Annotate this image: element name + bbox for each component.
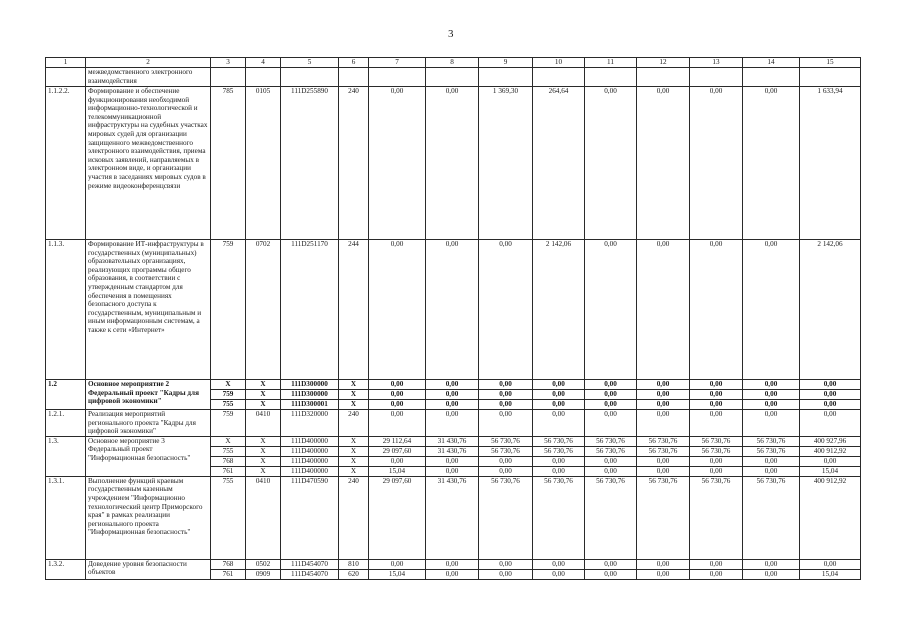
- cell-section: X: [246, 466, 281, 476]
- row-name: межведомственного электронного взаимодействия: [86, 68, 211, 87]
- cell-value: 0,00: [479, 410, 533, 437]
- cell-section: X: [246, 456, 281, 466]
- cell-expense-type: X: [339, 466, 369, 476]
- table-row: [46, 240, 861, 380]
- cell-value: 0,00: [637, 390, 690, 400]
- row-name: Формирование ИТ-инфраструктуры в государственных (муниципальных) образовательных организациях, реализующих программы общего образования, в соответствии с утвержденным стандартом для обеспечения в помещениях безопасного доступа к государственным, муниципальным и иным информационным системам, а также к сети «Интернет»: [86, 240, 211, 380]
- header-cell: 15: [800, 58, 861, 68]
- cell-value: 0,00: [369, 390, 426, 400]
- cell-target: 111D300000: [281, 380, 339, 390]
- cell-value: 15,04: [369, 466, 426, 476]
- cell-section: X: [246, 380, 281, 390]
- cell-grbs: 761: [211, 569, 246, 579]
- cell-grbs: 759: [211, 410, 246, 437]
- cell-value: [800, 68, 861, 87]
- cell-value: 56 730,76: [533, 446, 585, 456]
- cell-value: 0,00: [637, 569, 690, 579]
- cell-value: 0,00: [743, 400, 800, 410]
- cell-value: 0,00: [800, 559, 861, 569]
- cell-value: 0,00: [585, 380, 637, 390]
- header-cell: 4: [246, 58, 281, 68]
- table-row: [46, 476, 861, 559]
- cell-value: 0,00: [585, 410, 637, 437]
- cell-value: 0,00: [533, 380, 585, 390]
- cell-grbs: 755: [211, 400, 246, 410]
- cell-target: [281, 68, 339, 87]
- cell-value: 0,00: [800, 400, 861, 410]
- header-cell: 12: [637, 58, 690, 68]
- budget-table: [45, 57, 861, 580]
- cell-value: 31 430,76: [426, 446, 479, 456]
- cell-target: 111D454070: [281, 559, 339, 569]
- cell-value: 0,00: [426, 87, 479, 240]
- table-row: [46, 410, 861, 437]
- cell-value: 56 730,76: [743, 446, 800, 456]
- cell-value: 2 142,06: [800, 240, 861, 380]
- header-cell: 10: [533, 58, 585, 68]
- cell-expense-type: 810: [339, 559, 369, 569]
- cell-target: 111D300001: [281, 400, 339, 410]
- cell-value: 0,00: [369, 410, 426, 437]
- header-cell: 8: [426, 58, 479, 68]
- cell-value: 0,00: [743, 456, 800, 466]
- cell-target: 111D400000: [281, 436, 339, 446]
- cell-value: 0,00: [479, 390, 533, 400]
- cell-value: 0,00: [533, 456, 585, 466]
- cell-value: 0,00: [690, 240, 743, 380]
- cell-target: 111D470590: [281, 476, 339, 559]
- header-cell: 2: [86, 58, 211, 68]
- cell-value: 56 730,76: [690, 476, 743, 559]
- cell-section: X: [246, 436, 281, 446]
- row-name: Выполнение функций краевым государственным казенным учреждением "Информационно технологический центр Приморского края" в рамках реализации регионального проекта "Информационная безопасность": [86, 476, 211, 559]
- cell-value: 0,00: [690, 410, 743, 437]
- cell-value: 0,00: [743, 559, 800, 569]
- header-cell: 6: [339, 58, 369, 68]
- cell-target: 111D300000: [281, 390, 339, 400]
- cell-target: 111D251170: [281, 240, 339, 380]
- cell-value: 0,00: [690, 87, 743, 240]
- cell-value: 0,00: [637, 87, 690, 240]
- table-row: [46, 68, 861, 87]
- cell-value: 0,00: [743, 390, 800, 400]
- cell-value: 56 730,76: [585, 476, 637, 559]
- cell-value: 0,00: [426, 410, 479, 437]
- row-index: 1.2.1.: [46, 410, 86, 437]
- cell-grbs: [211, 68, 246, 87]
- cell-value: 0,00: [637, 466, 690, 476]
- cell-value: 0,00: [637, 456, 690, 466]
- header-cell: 7: [369, 58, 426, 68]
- cell-grbs: X: [211, 436, 246, 446]
- cell-value: [533, 68, 585, 87]
- cell-section: 0410: [246, 410, 281, 437]
- cell-value: 0,00: [426, 569, 479, 579]
- cell-value: 1 369,30: [479, 87, 533, 240]
- cell-grbs: 755: [211, 476, 246, 559]
- cell-expense-type: X: [339, 446, 369, 456]
- cell-section: 0410: [246, 476, 281, 559]
- cell-value: 0,00: [743, 569, 800, 579]
- cell-value: 31 430,76: [426, 436, 479, 446]
- cell-expense-type: 240: [339, 87, 369, 240]
- cell-value: [426, 68, 479, 87]
- cell-grbs: 759: [211, 390, 246, 400]
- row-index: [46, 68, 86, 87]
- cell-value: 0,00: [800, 410, 861, 437]
- row-name: Доведение уровня безопасности объектов: [86, 559, 211, 579]
- row-name: Основное мероприятие 3 Федеральный проект "Информационная безопасность": [86, 436, 211, 476]
- cell-target: 111D320000: [281, 410, 339, 437]
- cell-expense-type: X: [339, 456, 369, 466]
- row-index: 1.1.2.2.: [46, 87, 86, 240]
- cell-value: 0,00: [743, 410, 800, 437]
- row-name: Основное мероприятие 2 Федеральный проект "Кадры для цифровой экономики": [86, 380, 211, 410]
- cell-value: 29 097,60: [369, 446, 426, 456]
- header-cell: 5: [281, 58, 339, 68]
- cell-value: 0,00: [800, 456, 861, 466]
- cell-value: 0,00: [585, 559, 637, 569]
- cell-grbs: 759: [211, 240, 246, 380]
- cell-value: 0,00: [690, 569, 743, 579]
- cell-section: 0105: [246, 87, 281, 240]
- cell-value: 0,00: [479, 240, 533, 380]
- cell-value: 15,04: [369, 569, 426, 579]
- row-index: 1.1.3.: [46, 240, 86, 380]
- cell-value: 0,00: [690, 456, 743, 466]
- cell-value: 400 927,96: [800, 436, 861, 446]
- cell-value: [479, 68, 533, 87]
- cell-value: 15,04: [800, 466, 861, 476]
- cell-expense-type: [339, 68, 369, 87]
- cell-value: 0,00: [690, 466, 743, 476]
- cell-value: 264,64: [533, 87, 585, 240]
- cell-value: 0,00: [426, 466, 479, 476]
- cell-value: 0,00: [743, 466, 800, 476]
- header-cell: 14: [743, 58, 800, 68]
- cell-expense-type: 240: [339, 410, 369, 437]
- cell-value: 56 730,76: [690, 446, 743, 456]
- cell-value: 0,00: [690, 559, 743, 569]
- cell-value: [637, 68, 690, 87]
- cell-value: 0,00: [479, 569, 533, 579]
- header-cell: 1: [46, 58, 86, 68]
- cell-value: 56 730,76: [479, 476, 533, 559]
- cell-value: 0,00: [690, 390, 743, 400]
- cell-value: 29 097,60: [369, 476, 426, 559]
- cell-expense-type: 620: [339, 569, 369, 579]
- cell-value: 0,00: [585, 466, 637, 476]
- cell-value: [369, 68, 426, 87]
- cell-value: 0,00: [637, 410, 690, 437]
- cell-grbs: 755: [211, 446, 246, 456]
- row-name: Формирование и обеспечение функционирования необходимой информационно-технологической и телекоммуникационной инфраструктуры на судебных участках мировых судей для организации защищенного межведомственного электронного взаимодействия, приема исковых заявлений, направляемых в электронном виде, и организации участия в заседаниях мировых судов в режиме видеоконференцсвязи: [86, 87, 211, 240]
- row-index: 1.2: [46, 380, 86, 410]
- cell-value: 56 730,76: [585, 436, 637, 446]
- cell-value: 0,00: [479, 559, 533, 569]
- cell-value: 0,00: [637, 380, 690, 390]
- cell-value: 0,00: [533, 390, 585, 400]
- cell-value: 56 730,76: [479, 436, 533, 446]
- cell-section: X: [246, 446, 281, 456]
- cell-value: 0,00: [533, 400, 585, 410]
- cell-value: 0,00: [637, 240, 690, 380]
- cell-target: 111D400000: [281, 446, 339, 456]
- cell-value: 56 730,76: [743, 436, 800, 446]
- cell-value: 0,00: [533, 559, 585, 569]
- cell-value: 1 633,94: [800, 87, 861, 240]
- cell-expense-type: X: [339, 380, 369, 390]
- cell-section: 0502: [246, 559, 281, 569]
- cell-value: 31 430,76: [426, 476, 479, 559]
- cell-value: 0,00: [533, 466, 585, 476]
- cell-value: 0,00: [800, 380, 861, 390]
- header-cell: 3: [211, 58, 246, 68]
- cell-value: 0,00: [369, 240, 426, 380]
- cell-value: 56 730,76: [637, 436, 690, 446]
- table-row: [46, 380, 861, 390]
- header-cell: 11: [585, 58, 637, 68]
- cell-section: X: [246, 390, 281, 400]
- cell-value: 400 912,92: [800, 446, 861, 456]
- cell-value: 0,00: [479, 456, 533, 466]
- cell-value: 0,00: [637, 559, 690, 569]
- cell-value: 400 912,92: [800, 476, 861, 559]
- cell-expense-type: 244: [339, 240, 369, 380]
- cell-value: 0,00: [585, 390, 637, 400]
- cell-target: 111D255890: [281, 87, 339, 240]
- cell-value: 0,00: [426, 380, 479, 390]
- cell-value: 0,00: [533, 410, 585, 437]
- cell-value: 0,00: [585, 569, 637, 579]
- cell-value: 0,00: [369, 559, 426, 569]
- cell-value: 0,00: [637, 400, 690, 410]
- cell-value: [690, 68, 743, 87]
- cell-value: 56 730,76: [637, 476, 690, 559]
- cell-grbs: 785: [211, 87, 246, 240]
- cell-value: 0,00: [585, 240, 637, 380]
- row-index: 1.3.1.: [46, 476, 86, 559]
- cell-grbs: 768: [211, 559, 246, 569]
- cell-value: 0,00: [426, 390, 479, 400]
- cell-value: [585, 68, 637, 87]
- table-row: [46, 559, 861, 569]
- page-number: 3: [448, 28, 454, 40]
- cell-value: 0,00: [479, 380, 533, 390]
- cell-value: 56 730,76: [585, 446, 637, 456]
- cell-expense-type: X: [339, 400, 369, 410]
- cell-value: 0,00: [479, 466, 533, 476]
- row-index: 1.3.: [46, 436, 86, 476]
- cell-grbs: 768: [211, 456, 246, 466]
- cell-value: 29 112,64: [369, 436, 426, 446]
- cell-value: 0,00: [690, 400, 743, 410]
- row-name: Реализация мероприятий регионального проекта "Кадры для цифровой экономики": [86, 410, 211, 437]
- cell-value: 0,00: [479, 400, 533, 410]
- cell-value: 15,04: [800, 569, 861, 579]
- cell-grbs: 761: [211, 466, 246, 476]
- cell-value: 0,00: [585, 456, 637, 466]
- cell-value: 0,00: [369, 380, 426, 390]
- table-row: [46, 436, 861, 446]
- cell-value: 56 730,76: [533, 436, 585, 446]
- cell-section: 0909: [246, 569, 281, 579]
- cell-value: 0,00: [426, 559, 479, 569]
- cell-section: 0702: [246, 240, 281, 380]
- table-row: [46, 87, 861, 240]
- cell-value: 0,00: [743, 380, 800, 390]
- cell-value: 56 730,76: [637, 446, 690, 456]
- cell-target: 111D454070: [281, 569, 339, 579]
- cell-expense-type: 240: [339, 476, 369, 559]
- cell-section: X: [246, 400, 281, 410]
- cell-value: 56 730,76: [533, 476, 585, 559]
- cell-value: 0,00: [369, 87, 426, 240]
- cell-value: 2 142,06: [533, 240, 585, 380]
- row-index: 1.3.2.: [46, 559, 86, 579]
- cell-expense-type: X: [339, 436, 369, 446]
- cell-value: [743, 68, 800, 87]
- cell-value: 56 730,76: [743, 476, 800, 559]
- header-cell: 9: [479, 58, 533, 68]
- cell-value: 0,00: [800, 390, 861, 400]
- cell-expense-type: X: [339, 390, 369, 400]
- cell-value: 0,00: [533, 569, 585, 579]
- cell-value: 0,00: [426, 240, 479, 380]
- cell-value: 56 730,76: [479, 446, 533, 456]
- header-cell: 13: [690, 58, 743, 68]
- cell-grbs: X: [211, 380, 246, 390]
- cell-value: 0,00: [369, 400, 426, 410]
- cell-value: 0,00: [690, 380, 743, 390]
- cell-value: 0,00: [426, 400, 479, 410]
- cell-value: 0,00: [585, 400, 637, 410]
- cell-section: [246, 68, 281, 87]
- cell-value: 0,00: [743, 87, 800, 240]
- cell-value: 0,00: [743, 240, 800, 380]
- cell-value: 0,00: [369, 456, 426, 466]
- cell-value: 0,00: [585, 87, 637, 240]
- cell-target: 111D400000: [281, 456, 339, 466]
- cell-value: 0,00: [426, 456, 479, 466]
- header-row: [46, 58, 861, 68]
- cell-target: 111D400000: [281, 466, 339, 476]
- cell-value: 56 730,76: [690, 436, 743, 446]
